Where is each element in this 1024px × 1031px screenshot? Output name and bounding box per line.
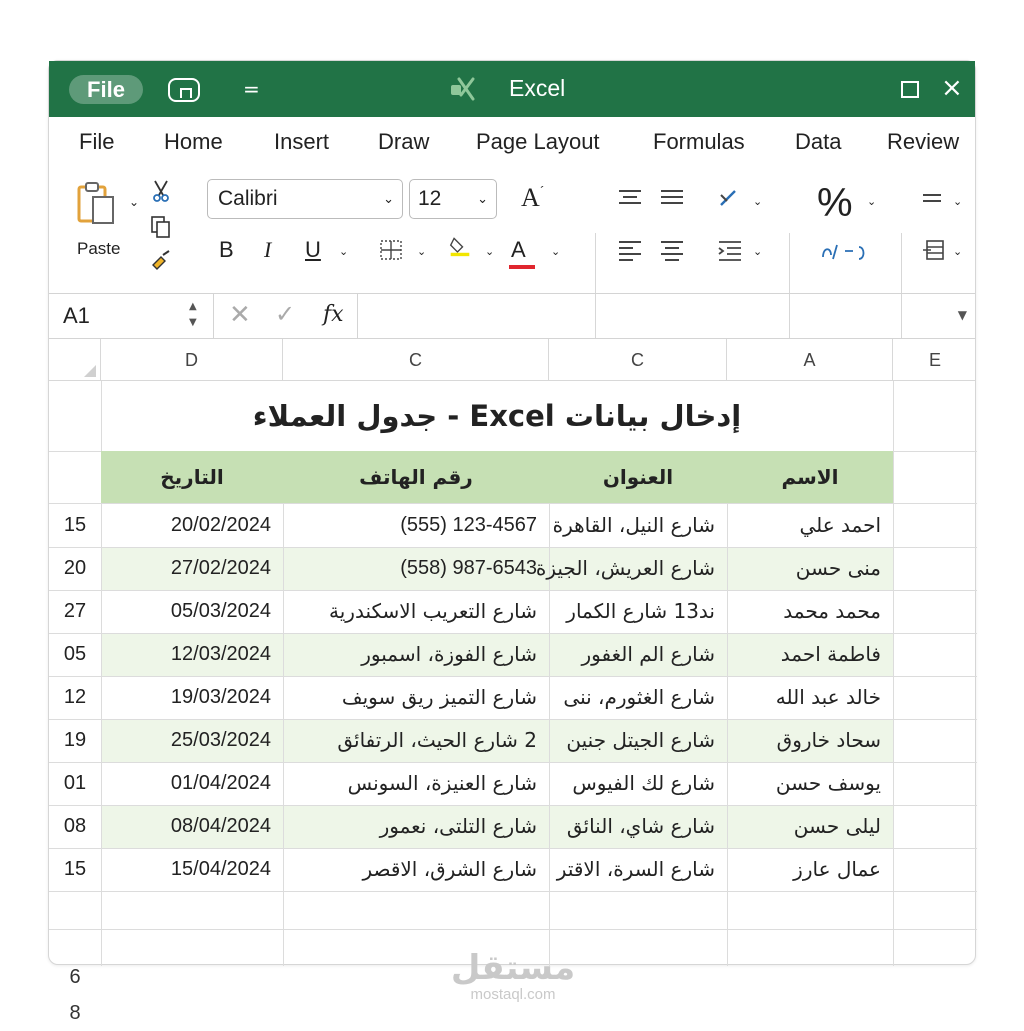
font-color-button[interactable] xyxy=(511,237,526,263)
fill-color-icon[interactable] xyxy=(447,235,473,257)
cell-phone[interactable]: شارع الفوزة، اسمبور xyxy=(361,642,537,666)
cell-name[interactable]: عمال عارز xyxy=(793,857,881,881)
font-color-swatch xyxy=(509,265,535,269)
watermark xyxy=(448,950,578,1003)
chevron-down-icon: ⌄ xyxy=(383,191,394,206)
maximize-button[interactable] xyxy=(901,81,919,98)
row-header[interactable]: 15 xyxy=(63,858,87,880)
expand-formula-bar-icon[interactable]: ▼ xyxy=(957,308,967,322)
file-button[interactable]: File xyxy=(69,75,143,104)
font-name-value: Calibri xyxy=(218,187,278,210)
header-name[interactable]: الاسم xyxy=(727,451,893,503)
cell-name[interactable]: محمد محمد xyxy=(783,599,881,623)
format-painter-icon[interactable] xyxy=(149,249,173,273)
row-header[interactable]: 19 xyxy=(63,729,87,751)
tab-home[interactable]: Home xyxy=(164,129,223,154)
cell-phone[interactable]: شارع الشرق، الاقصر xyxy=(362,857,537,881)
cancel-entry-button[interactable]: ✕ xyxy=(229,300,251,330)
tab-draw[interactable]: Draw xyxy=(378,129,430,154)
column-header-e[interactable]: E xyxy=(928,350,941,370)
column-header-c[interactable]: C xyxy=(283,339,549,381)
grow-font-label: A xyxy=(521,183,540,212)
cell-address[interactable]: شارع الم الغفور xyxy=(581,642,715,666)
cell-phone[interactable]: شارع العنيزة، السونس xyxy=(347,771,537,795)
column-header-row xyxy=(49,339,975,381)
close-button[interactable]: × xyxy=(941,73,963,103)
cell-name[interactable]: فاطمة احمد xyxy=(780,642,881,666)
increase-font-size-button[interactable]: $A^ˊ$ xyxy=(521,183,545,212)
save-icon[interactable] xyxy=(168,78,200,102)
borders-dropdown-icon[interactable]: ⌄ xyxy=(417,245,427,258)
bold-button[interactable]: B xyxy=(219,237,234,262)
cell-date[interactable]: 25/03/2024 xyxy=(170,729,271,751)
indent-dropdown-icon[interactable]: ⌄ xyxy=(753,245,763,258)
font-size-value: 12 xyxy=(418,187,442,210)
scissors-icon[interactable] xyxy=(149,179,173,203)
quick-access-menu-icon[interactable]: = xyxy=(243,77,260,101)
sheet-title[interactable]: إدخال بيانات Excel - جدول العملاء xyxy=(252,399,742,433)
row-header[interactable]: 15 xyxy=(63,514,87,536)
indent-icon[interactable] xyxy=(717,239,743,261)
cell-styles-dropdown-icon[interactable]: ⌄ xyxy=(953,195,963,208)
column-header-d[interactable]: D xyxy=(101,339,283,381)
row-header[interactable]: 27 xyxy=(63,600,87,622)
cell-address[interactable]: ند13 شارع الكمار xyxy=(566,599,715,623)
align-top-icon[interactable] xyxy=(617,187,643,209)
ribbon xyxy=(49,167,975,295)
gridline xyxy=(49,929,977,930)
name-box-spinner-icon[interactable]: ▲ ▼ xyxy=(189,301,197,328)
cell-phone[interactable]: (555) 123-4567 xyxy=(400,514,537,536)
row-header[interactable]: 08 xyxy=(63,815,87,837)
cell-date[interactable]: 08/04/2024 xyxy=(170,815,271,837)
decimal-places-icon[interactable] xyxy=(819,241,875,263)
select-all-button[interactable] xyxy=(49,339,101,381)
cell-phone[interactable]: شارع التعريب الاسكندرية xyxy=(329,599,537,623)
name-box[interactable]: A1 xyxy=(63,303,90,328)
cell-address[interactable]: شارع الغثورم، ننى xyxy=(563,685,715,709)
cell-address[interactable]: شارع النيل، القاهرة xyxy=(552,513,715,537)
font-color-letter: A xyxy=(511,237,526,262)
header-address[interactable]: العنوان xyxy=(549,451,727,503)
font-size-select[interactable] xyxy=(409,179,497,219)
cell-name[interactable]: منى حسن xyxy=(795,556,881,580)
row-header[interactable]: 12 xyxy=(63,686,87,708)
header-date[interactable]: التاريخ xyxy=(101,451,283,503)
formula-bar xyxy=(49,293,975,339)
column-header-a[interactable]: A xyxy=(727,339,893,381)
align-middle-icon[interactable] xyxy=(659,187,685,209)
copy-icon[interactable] xyxy=(149,215,173,239)
cell-styles-icon[interactable] xyxy=(921,187,947,209)
cell-phone[interactable]: (558) 987-6543 xyxy=(400,557,537,579)
cell-address[interactable]: شارع العريش، الجيزة xyxy=(535,556,715,580)
cell-date[interactable]: 27/02/2024 xyxy=(170,557,271,579)
orientation-dropdown-icon[interactable]: ⌄ xyxy=(753,195,763,208)
align-center-icon[interactable] xyxy=(659,239,685,261)
row-header[interactable]: 20 xyxy=(63,557,87,579)
font-color-dropdown-icon[interactable]: ⌄ xyxy=(551,245,561,258)
percent-style-button[interactable]: % xyxy=(817,181,853,225)
orientation-icon[interactable] xyxy=(717,187,743,209)
cell-name[interactable]: احمد علي xyxy=(799,513,881,537)
tab-page-layout[interactable]: Page Layout xyxy=(476,129,600,154)
tab-insert[interactable]: Insert xyxy=(274,129,330,154)
cell-date[interactable]: 01/04/2024 xyxy=(170,772,271,794)
cell-date[interactable]: 20/02/2024 xyxy=(170,514,271,536)
number-format-dropdown-icon[interactable]: ⌄ xyxy=(867,195,877,208)
cell-name[interactable]: خالد عبد الله xyxy=(775,685,881,709)
clipboard-icon[interactable] xyxy=(77,181,117,225)
excel-logo-icon xyxy=(449,75,477,103)
align-left-icon[interactable] xyxy=(617,239,643,261)
row-header[interactable]: 8 xyxy=(69,1002,81,1024)
cell-phone[interactable]: 2 شارع الحيث، الرتفائق xyxy=(337,728,537,752)
insert-cells-dropdown-icon[interactable]: ⌄ xyxy=(953,245,963,258)
row-header[interactable]: 01 xyxy=(63,772,87,794)
cell-phone[interactable]: شارع التلتى، نعمور xyxy=(379,814,537,838)
cell-name[interactable]: يوسف حسن xyxy=(775,771,881,795)
column-header-c2[interactable]: C xyxy=(549,339,727,381)
menu-bar xyxy=(49,117,975,167)
underline-button[interactable]: U xyxy=(305,237,321,262)
cell-name[interactable]: ليلى حسن xyxy=(793,814,881,838)
formula-bar-divider xyxy=(213,294,214,340)
borders-icon[interactable] xyxy=(379,239,405,261)
window-title: Excel xyxy=(509,75,566,101)
watermark-brand: مستقل xyxy=(450,948,576,988)
cell-date[interactable]: 12/03/2024 xyxy=(170,643,271,665)
italic-button[interactable]: I xyxy=(264,237,272,262)
paste-label[interactable]: Paste xyxy=(77,239,121,258)
gridline xyxy=(893,381,894,966)
insert-cells-icon[interactable] xyxy=(921,239,947,261)
title-bar xyxy=(49,61,975,117)
paste-dropdown-caret[interactable]: ⌄ xyxy=(129,195,140,209)
gridline xyxy=(49,891,977,892)
tab-formulas[interactable]: Formulas xyxy=(653,129,745,154)
formula-input[interactable] xyxy=(365,302,925,332)
header-phone[interactable]: رقم الهاتف xyxy=(283,451,549,503)
tab-file[interactable]: File xyxy=(79,129,115,154)
cell-address[interactable]: شارع الجيتل جنين xyxy=(566,728,715,752)
cell-address[interactable]: شارع لك الفيوس xyxy=(572,771,715,795)
font-name-select[interactable] xyxy=(207,179,403,219)
confirm-entry-button[interactable]: ✓ xyxy=(275,300,296,328)
chevron-down-icon: ⌄ xyxy=(477,191,488,206)
underline-dropdown-icon[interactable]: ⌄ xyxy=(339,245,349,258)
row-header[interactable]: 6 xyxy=(69,966,81,988)
cell-date[interactable]: 19/03/2024 xyxy=(170,686,271,708)
cell-phone[interactable]: شارع التميز ريق سويف xyxy=(341,685,537,709)
cell-name[interactable]: سحاد خاروق xyxy=(776,728,881,752)
cell-address[interactable]: شارع شاي، النائق xyxy=(566,814,715,838)
cell-address[interactable]: شارع السرة، الاقتر xyxy=(556,857,715,881)
watermark-url: mostaql.com xyxy=(470,986,556,1003)
cell-date[interactable]: 05/03/2024 xyxy=(170,600,271,622)
row-header[interactable]: 05 xyxy=(63,643,87,665)
tab-data[interactable]: Data xyxy=(795,129,842,154)
insert-function-button[interactable]: fx xyxy=(323,302,344,327)
tab-review[interactable]: Review xyxy=(887,129,960,154)
cell-date[interactable]: 15/04/2024 xyxy=(170,858,271,880)
formula-bar-divider xyxy=(357,294,358,340)
fill-color-dropdown-icon[interactable]: ⌄ xyxy=(485,245,495,258)
